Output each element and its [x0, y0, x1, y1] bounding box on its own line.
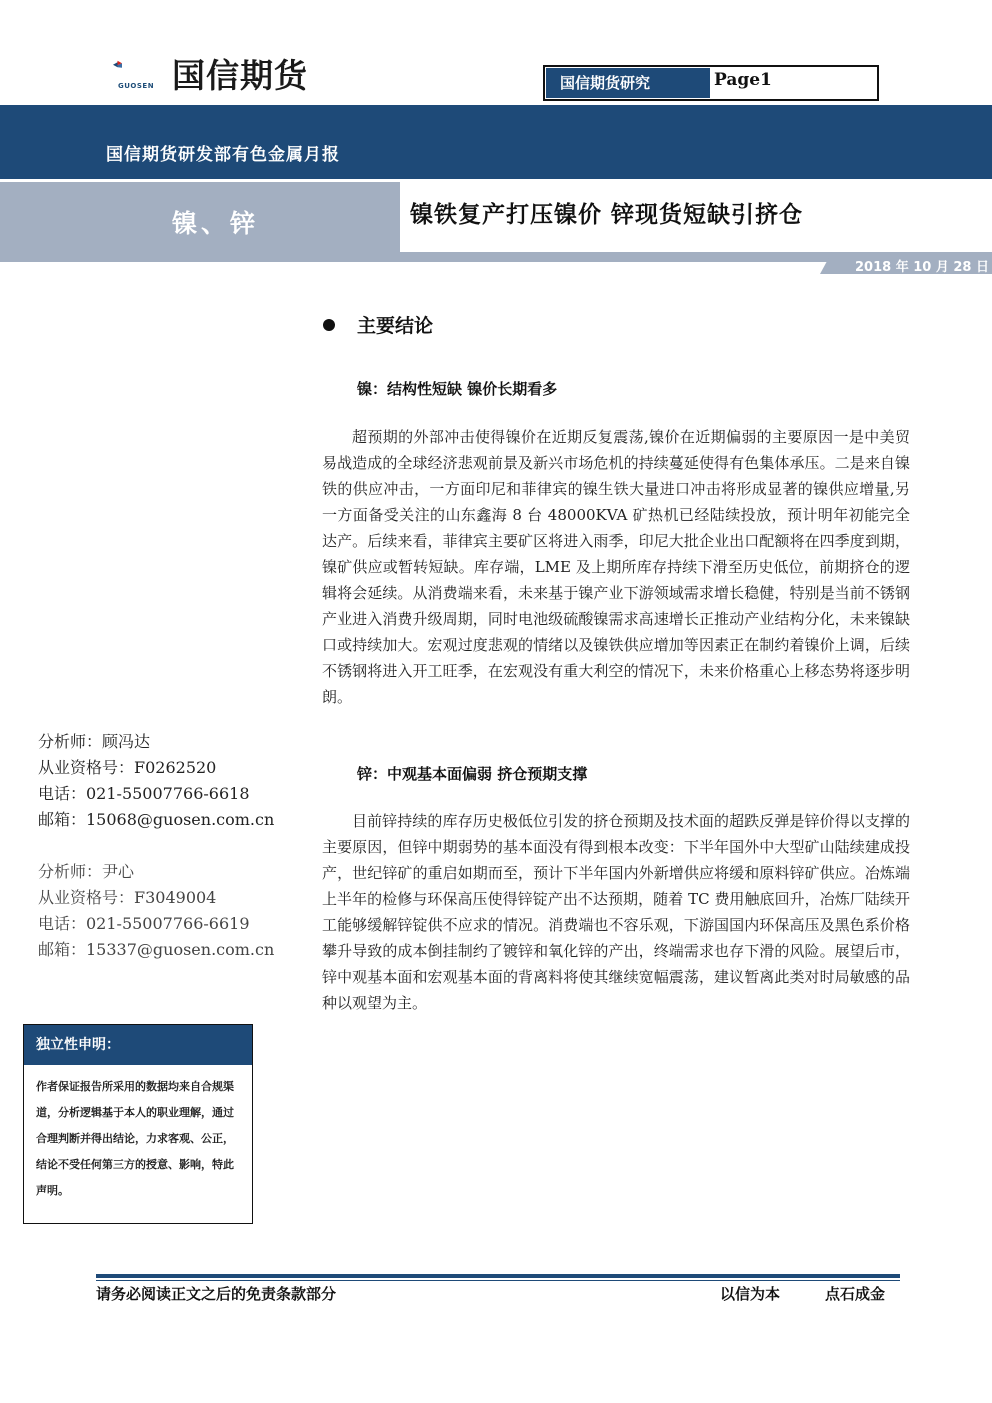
logo-subtext: GUOSEN	[118, 82, 155, 90]
zinc-heading: 锌：中观基本面偏弱 挤仓预期支撑	[357, 765, 588, 783]
footer-motto-1: 以信为本	[720, 1285, 781, 1303]
report-series-title: 国信期货研发部有色金属月报	[106, 145, 340, 165]
report-category: 镍、锌	[172, 209, 260, 238]
logo-wordmark: 国信期货	[172, 56, 308, 95]
analyst-2-email: 邮箱：15337@guosen.com.cn	[38, 940, 275, 959]
analyst-2-name: 分析师：尹心	[38, 862, 135, 881]
independence-heading: 独立性申明：	[24, 1025, 252, 1065]
independence-body: 作者保证报告所采用的数据均来自合规渠道，分析逻辑基于本人的职业理解，通过合理判断并得出结论，力求客观、公正，结论不受任何第三方的授意、影响，特此声明。	[36, 1080, 234, 1197]
footer-motto-2: 点石成金	[825, 1285, 886, 1303]
analyst-1-phone: 电话：021-55007766-6618	[38, 784, 250, 803]
nickel-heading: 镍：结构性短缺 镍价长期看多	[357, 380, 558, 398]
analyst-2-phone: 电话：021-55007766-6619	[38, 914, 250, 933]
footer-disclaimer: 请务必阅读正文之后的免责条款部分	[96, 1285, 337, 1303]
analyst-1-name: 分析师：顾冯达	[38, 732, 151, 751]
analyst-2-cert: 从业资格号：F3049004	[38, 888, 217, 907]
report-title: 镍铁复产打压镍价 锌现货短缺引挤仓	[410, 201, 804, 228]
page-number: Page1	[714, 70, 772, 90]
report-date: 2018 年 10 月 28 日	[855, 260, 989, 275]
research-label: 国信期货研究	[546, 68, 710, 98]
zinc-paragraph: 目前锌持续的库存历史极低位引发的挤仓预期及技术面的超跌反弹是锌价得以支撑的主要原因，但锌中期弱势的基本面没有得到根本改变：下半年国外中大型矿山陆续建成投产，世纪锌矿的重启如期而至，预计下半年国内外新增供应将缓和原料锌矿供应。冶炼端上半年的检修与环保高压使得锌锭产出不达预期，随着 TC 费用触底回升，冶炼厂陆续开工能够缓解锌锭供不应求的情况。消费端也不容乐观，下游国国内环保高压及黑色系价格攀升导致的成本倒挂制约了镀锌和氧化锌的产出，终端需求也存下滑的风险。展望后市，锌中观基本面和宏观基本面的背离料将使其继续宽幅震荡，建议暂离此类对时局敏感的品种以观望为主。	[322, 812, 910, 1012]
section-heading: 主要结论	[357, 315, 434, 337]
guosen-logo-icon	[112, 46, 172, 86]
analyst-1-cert: 从业资格号：F0262520	[38, 758, 217, 777]
bullet-icon	[323, 319, 335, 331]
nickel-paragraph: 超预期的外部冲击使得镍价在近期反复震荡,镍价在近期偏弱的主要原因一是中美贸易战造成的全球经济悲观前景及新兴市场危机的持续蔓延使得有色集体承压。二是来自镍铁的供应冲击，一方面印尼和菲律宾的镍生铁大量进口冲击将形成显著的镍供应增量,另一方面备受关注的山东鑫海 8 台 48000KVA 矿热机已经陆续投放，预计明年初能完全达产。后续来看，菲律宾主要矿区将进入雨季，印尼大批企业出口配额将在四季度到期，镍矿供应或暂转短缺。库存端，LME 及上期所库存持续下滑至历史低位，前期挤仓的逻辑将会延续。从消费端来看，未来基于镍产业下游领域需求增长稳健，特别是当前不锈钢产业进入消费升级周期，同时电池级硫酸镍需求高速增长正推动产业结构分化，未来镍缺口或持续加大。宏观过度悲观的情绪以及镍铁供应增加等因素正在制约着镍价上调，后续不锈钢将进入开工旺季，在宏观没有重大利空的情况下，未来价格重心上移态势将逐步明朗。	[322, 428, 910, 706]
analyst-1-email: 邮箱：15068@guosen.com.cn	[38, 810, 275, 829]
footer-rule-thin	[96, 1280, 900, 1281]
footer-rule	[96, 1274, 900, 1278]
